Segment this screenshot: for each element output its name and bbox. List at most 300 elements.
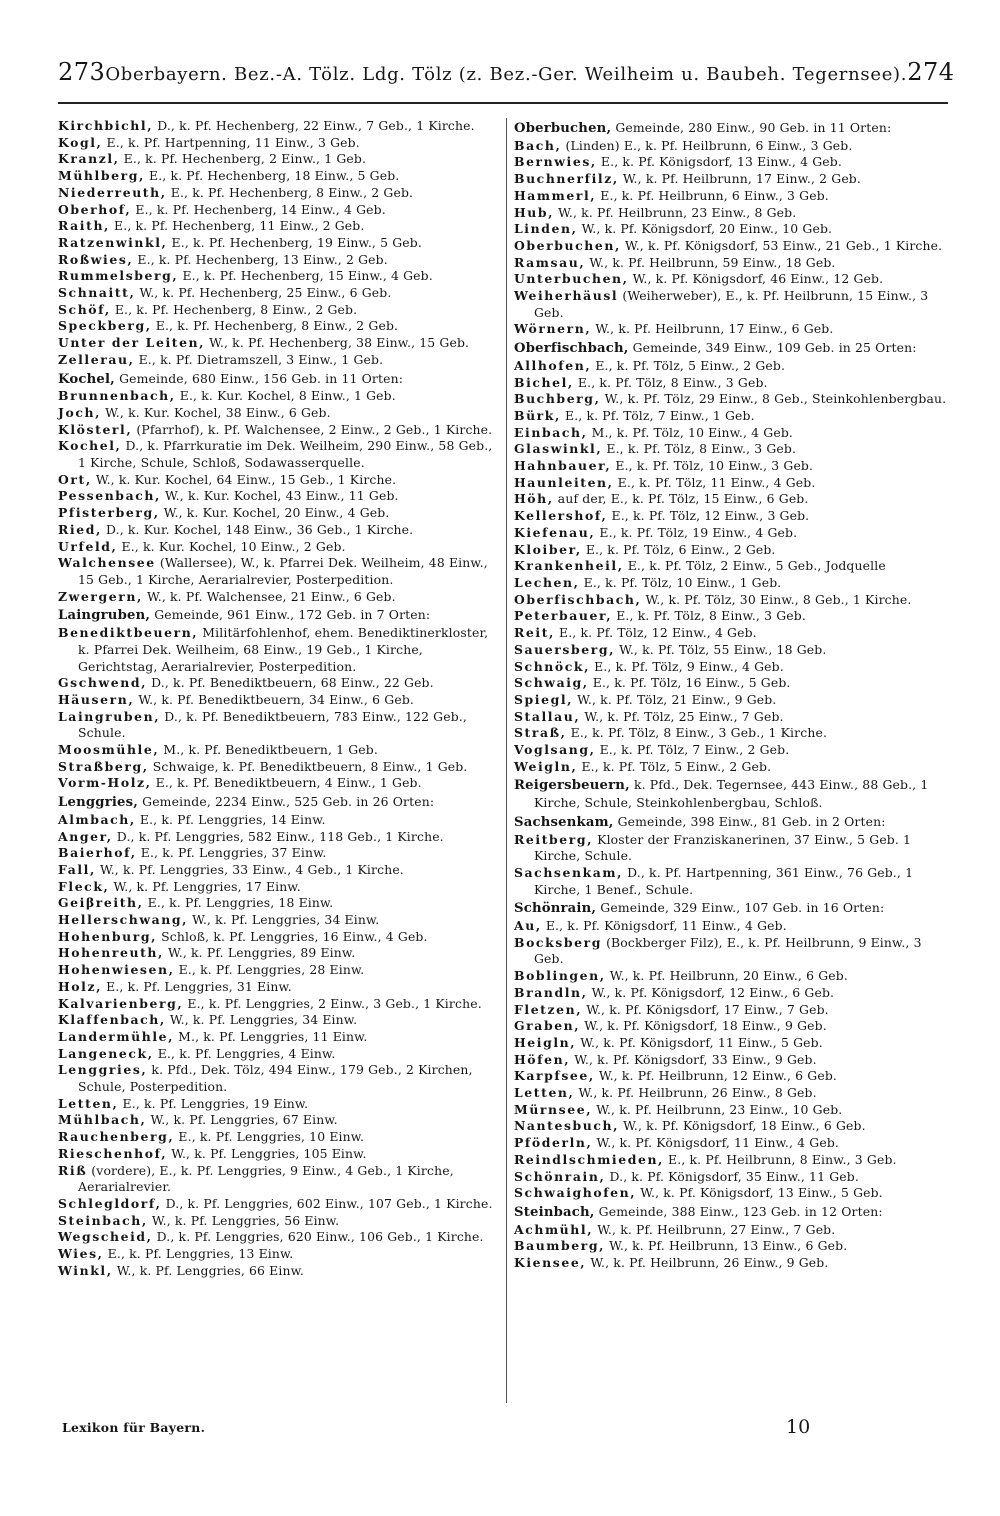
- place-name: Schnöck,: [514, 658, 591, 674]
- place-entry: [514, 1052, 951, 1069]
- municipality-name: Steinbach,: [514, 1205, 595, 1220]
- place-name: Rieschenhof,: [58, 1145, 168, 1161]
- entry-details: W., k. Pf. Königsdorf, 20 Einw., 10 Geb.: [577, 221, 833, 237]
- entry-details: D., k. Pf. Benediktbeuern, 783 Einw., 122 Geb., Schule.: [78, 708, 467, 741]
- place-entry: [58, 118, 498, 135]
- entry-details: E., k. Pf. Dietramszell, 3 Einw., 1 Geb.: [134, 351, 384, 367]
- place-name: Sachsenkam,: [514, 864, 624, 880]
- place-entry: [58, 692, 498, 709]
- place-name: Brunnenbach,: [58, 388, 176, 404]
- place-entry: [58, 775, 498, 792]
- entry-details: E., k. Pf. Hartpenning, 11 Einw., 3 Geb.: [102, 134, 360, 150]
- place-name: Mühlbach,: [58, 1112, 147, 1128]
- place-entry: [58, 268, 498, 285]
- entry-details: W., k. Pf. Lenggries, 56 Einw.: [147, 1212, 340, 1228]
- footer-signature: Lexikon für Bayern.: [62, 1420, 206, 1435]
- municipality-heading: [514, 120, 951, 138]
- entry-details: E., k. Pf. Tölz, 12 Einw., 3 Geb.: [607, 508, 810, 524]
- place-entry: [58, 168, 498, 185]
- place-entry: [58, 135, 498, 152]
- place-name: Anger,: [58, 828, 113, 844]
- entry-details: Gemeinde, 398 Einw., 81 Geb. in 2 Orten:: [613, 813, 886, 829]
- place-name: Urfeld,: [58, 538, 118, 554]
- municipality-name: Kochel,: [58, 371, 115, 387]
- entry-details: W., k. Pf. Königsdorf, 18 Einw., 6 Geb.: [619, 1118, 866, 1134]
- place-entry: [58, 202, 498, 219]
- place-name: Hahnbauer,: [514, 458, 612, 474]
- place-name: Heigln,: [514, 1034, 577, 1050]
- entry-details: M., k. Pf. Lenggries, 11 Einw.: [174, 1028, 368, 1044]
- place-entry: [58, 1163, 498, 1196]
- place-entry: [514, 441, 951, 458]
- place-name: Bocksberg: [514, 934, 602, 950]
- entry-details: W., k. Pf. Heilbrunn, 26 Einw., 8 Geb.: [574, 1085, 817, 1101]
- place-name: Kellershof,: [514, 508, 608, 524]
- entry-details: E., k. Pf. Tölz, 5 Einw., 2 Geb.: [591, 357, 786, 373]
- place-entry: [514, 542, 951, 559]
- place-entry: [58, 1046, 498, 1063]
- footer-sheet-number: 10: [786, 1416, 811, 1438]
- place-name: Spiegl,: [514, 691, 574, 707]
- entry-details: (Wallersee), W., k. Pfarrei Dek. Weilheim, 48 Einw., 15 Geb., 1 Kirche, Aerarialrevier, Posterpedition.: [78, 555, 488, 587]
- entry-details: E., k. Pf. Benediktbeuern, 4 Einw., 1 Geb.: [151, 775, 422, 791]
- place-name: Wies,: [58, 1246, 104, 1262]
- place-name: Baierhof,: [58, 845, 137, 861]
- place-name: Vorm-Holz,: [58, 775, 152, 791]
- place-entry: [58, 438, 498, 471]
- entry-details: W., k. Pf. Benediktbeuern, 34 Einw., 6 Geb.: [134, 691, 414, 707]
- place-name: Bach,: [514, 137, 562, 153]
- place-name: Geiβreith,: [58, 895, 144, 911]
- place-entry: [514, 935, 951, 968]
- entry-details: W., k. Pf. Königsdorf, 53 Einw., 21 Geb., 1 Kirche.: [620, 237, 943, 253]
- place-name: Schönrain,: [514, 1168, 606, 1184]
- place-entry: [514, 271, 951, 288]
- entry-details: W., k. Pf. Heilbrunn, 23 Einw., 8 Geb.: [554, 204, 797, 220]
- entry-details: Kloster der Franziskanerinen, 37 Einw., 5 Geb. 1 Kirche, Schule.: [534, 831, 912, 864]
- entry-details: Gemeinde, 680 Einw., 156 Geb. in 11 Orten:: [114, 370, 404, 386]
- place-name: Letten,: [514, 1085, 575, 1101]
- place-entry: [58, 302, 498, 319]
- place-entry: [514, 221, 951, 238]
- entry-details: E., k. Pf. Tölz, 9 Einw., 4 Geb.: [590, 658, 784, 674]
- entry-details: D., k. Pf. Lenggries, 582 Einw., 118 Geb., 1 Kirche.: [112, 828, 444, 844]
- place-entry: [58, 845, 498, 862]
- entry-details: E., k. Pf. Hechenberg, 8 Einw., 2 Geb.: [166, 184, 414, 200]
- place-entry: [58, 185, 498, 202]
- place-entry: [58, 352, 498, 369]
- entry-details: E., k. Pf. Hechenberg, 19 Einw., 5 Geb.: [167, 234, 422, 250]
- place-name: Ratzenwinkl,: [58, 234, 168, 250]
- entry-details: E., k. Pf. Hechenberg, 13 Einw., 2 Geb.: [133, 251, 388, 267]
- entry-details: Schloß, k. Pf. Lenggries, 16 Einw., 4 Geb.: [157, 928, 428, 944]
- place-name: Einbach,: [514, 424, 588, 440]
- place-name: Graben,: [514, 1018, 581, 1034]
- place-entry: [58, 675, 498, 692]
- place-entry: [514, 288, 951, 321]
- place-name: Mürnsee,: [514, 1101, 593, 1117]
- place-name: Ramsau,: [514, 254, 586, 270]
- place-entry: [58, 472, 498, 489]
- entry-details: E., k. Pf. Hechenberg, 2 Einw., 1 Geb.: [119, 151, 367, 167]
- running-title: Oberbayern. Bez.-A. Tölz. Ldg. Tölz (z. Bez.-Ger. Weilheim u. Baubeh. Tegernsee).: [105, 64, 908, 85]
- entry-details: W., k. Pf. Heilbrunn, 12 Einw., 6 Geb.: [594, 1068, 837, 1084]
- place-entry: [514, 358, 951, 375]
- place-entry: [514, 659, 951, 676]
- place-name: Glaswinkl,: [514, 441, 603, 457]
- place-entry: [58, 505, 498, 522]
- place-entry: [58, 539, 498, 556]
- place-entry: [58, 1196, 498, 1213]
- entry-details: W., k. Pf. Lenggries, 67 Einw.: [146, 1112, 338, 1128]
- entry-details: W., k. Pf. Heilbrunn, 23 Einw., 10 Geb.: [592, 1101, 843, 1117]
- place-entry: [58, 285, 498, 302]
- entry-details: E., k. Pf. Hechenberg, 11 Einw., 2 Geb.: [109, 218, 365, 234]
- place-name: Hellerschwang,: [58, 912, 189, 928]
- place-entry: [58, 862, 498, 879]
- municipality-heading: [58, 794, 498, 812]
- entry-details: W., k. Pf. Königsdorf, 11 Einw., 5 Geb.: [576, 1034, 823, 1050]
- entry-details: E., k. Pf. Lenggries, 18 Einw.: [143, 895, 334, 911]
- municipality-name: Laingruben,: [58, 608, 151, 624]
- place-entry: [58, 555, 498, 588]
- entry-details: W., k. Pf. Heilbrunn, 26 Einw., 9 Geb.: [586, 1255, 829, 1271]
- place-entry: [58, 945, 498, 962]
- place-name: Pessenbach,: [58, 488, 161, 504]
- place-name: Haunleiten,: [514, 474, 614, 490]
- entry-details: W., k. Pf. Tölz, 55 Einw., 18 Geb.: [615, 641, 827, 657]
- entry-details: D., k. Pf. Hechenberg, 22 Einw., 7 Geb., 1 Kirche.: [153, 118, 475, 133]
- entry-details: Gemeinde, 2234 Einw., 525 Geb. in 26 Orten:: [138, 794, 435, 810]
- place-entry: [514, 1035, 951, 1052]
- entry-details: W., k. Pf. Lenggries, 34 Einw.: [188, 912, 380, 928]
- place-name: Ort,: [58, 471, 92, 487]
- place-entry: [514, 865, 951, 898]
- place-entry: [514, 171, 951, 188]
- place-name: Schwaighofen,: [514, 1185, 637, 1201]
- place-name: Fletzen,: [514, 1001, 583, 1017]
- place-entry: [58, 1213, 498, 1230]
- place-name: Reit,: [514, 625, 555, 641]
- place-name: Oberbuchen,: [514, 237, 621, 253]
- place-entry: [514, 759, 951, 776]
- place-entry: [514, 154, 951, 171]
- place-name: Kranzl,: [58, 151, 120, 167]
- place-name: Brandln,: [514, 984, 588, 1000]
- place-entry: [514, 1102, 951, 1119]
- entry-details: W., k. Pf. Lenggries, 17 Einw.: [109, 878, 301, 894]
- place-name: Weigln,: [514, 758, 578, 774]
- entry-details: E., k. Pf. Hechenberg, 8 Einw., 2 Geb.: [151, 318, 399, 334]
- entry-details: E., k. Pf. Lenggries, 31 Einw.: [102, 978, 292, 994]
- place-name: Kochel,: [58, 438, 122, 454]
- place-entry: [514, 188, 951, 205]
- place-name: Kirchbichl,: [58, 118, 154, 133]
- municipality-name: Schönrain,: [514, 901, 597, 917]
- place-name: Lenggries,: [58, 1062, 148, 1078]
- place-entry: [514, 575, 951, 592]
- place-entry: [514, 1185, 951, 1202]
- place-name: Häusern,: [58, 691, 135, 707]
- entry-details: W., k. Pf. Königsdorf, 17 Einw., 7 Geb.: [582, 1001, 829, 1017]
- entry-details: E., k. Pf. Lenggries, 14 Einw.: [135, 811, 326, 827]
- place-name: Karpfsee,: [514, 1068, 595, 1084]
- place-name: Landermühle,: [58, 1028, 175, 1044]
- place-entry: [58, 1146, 498, 1163]
- entry-details: Militärfohlenhof, ehem. Benediktinerkloster, k. Pfarrei Dek. Weilheim, 68 Einw., 19 Geb., 1 Kirche, Gerichtstag, Aerarialrevier, Posterpedition.: [78, 625, 489, 674]
- place-entry: [514, 321, 951, 338]
- entry-details: W., k. Pf. Tölz, 21 Einw., 9 Geb.: [573, 691, 777, 707]
- entry-details: E., k. Pf. Heilbrunn, 8 Einw., 3 Geb.: [663, 1151, 897, 1167]
- entry-details: W., k. Pf. Heilbrunn, 17 Einw., 2 Geb.: [618, 171, 861, 187]
- place-entry: [514, 725, 951, 742]
- entry-details: W., k. Pf. Lenggries, 66 Einw.: [112, 1262, 304, 1278]
- entry-details: E., k. Kur. Kochel, 8 Einw., 1 Geb.: [175, 388, 396, 404]
- place-name: Sauersberg,: [514, 641, 616, 657]
- place-entry: [58, 979, 498, 996]
- header-rule: [58, 102, 948, 104]
- place-name: Almbach,: [58, 811, 136, 827]
- place-name: Unterbuchen,: [514, 271, 629, 287]
- place-name: Bernwies,: [514, 154, 597, 170]
- entry-details: W., k. Pf. Königsdorf, 13 Einw., 5 Geb.: [636, 1185, 883, 1201]
- entry-details: E., k. Pf. Tölz, 11 Einw., 4 Geb.: [613, 474, 816, 490]
- place-entry: [514, 1118, 951, 1135]
- place-entry: [58, 1012, 498, 1029]
- place-entry: [58, 1263, 498, 1280]
- place-entry: [58, 1062, 498, 1095]
- place-name: Kloiber,: [514, 541, 582, 557]
- entry-details: E., k. Pf. Lenggries, 28 Einw.: [174, 962, 365, 978]
- place-name: Joch,: [58, 404, 101, 420]
- place-name: Hohenburg,: [58, 928, 158, 944]
- place-entry: [514, 508, 951, 525]
- entry-details: E., k. Pf. Tölz, 7 Einw., 2 Geb.: [595, 742, 790, 758]
- place-name: Laingruben,: [58, 708, 161, 724]
- entry-details: D., k. Pf. Lenggries, 602 Einw., 107 Geb., 1 Kirche.: [161, 1196, 493, 1211]
- entry-details: D., k. Kur. Kochel, 148 Einw., 36 Geb., 1 Kirche.: [101, 521, 414, 537]
- entry-details: (Linden) E., k. Pf. Heilbrunn, 6 Einw., 3 Geb.: [561, 137, 853, 153]
- place-name: Schnaitt,: [58, 285, 136, 301]
- place-entry: [58, 1229, 498, 1246]
- entry-details: E., k. Pf. Königsdorf, 11 Einw., 4 Geb.: [541, 918, 787, 934]
- municipality-heading: [514, 777, 951, 811]
- place-entry: [514, 1085, 951, 1102]
- place-name: Pföderln,: [514, 1135, 593, 1151]
- entry-details: D., k. Pfarrkuratie im Dek. Weilheim, 290 Einw., 58 Geb., 1 Kirche, Schule, Schloß, Sodawasserquelle.: [78, 438, 493, 471]
- place-entry: [58, 1029, 498, 1046]
- place-entry: [514, 491, 951, 508]
- entry-details: W., k. Pf. Lenggries, 105 Einw.: [167, 1145, 367, 1161]
- place-entry: [58, 962, 498, 979]
- entry-details: Schwaige, k. Pf. Benediktbeuern, 8 Einw., 1 Geb.: [148, 758, 468, 774]
- entry-details: Gemeinde, 961 Einw., 172 Geb. in 7 Orten:: [150, 607, 431, 623]
- place-entry: [514, 968, 951, 985]
- place-entry: [514, 425, 951, 442]
- entry-details: E., k. Pf. Hechenberg, 15 Einw., 4 Geb.: [178, 268, 433, 284]
- place-entry: [58, 488, 498, 505]
- place-name: Nantesbuch,: [514, 1118, 620, 1134]
- entry-details: E., k. Pf. Tölz, 8 Einw., 3 Geb., 1 Kirche.: [566, 725, 828, 741]
- entry-details: E., k. Pf. Lenggries, 13 Einw.: [103, 1246, 294, 1262]
- column-divider: [506, 118, 507, 1403]
- place-entry: [58, 912, 498, 929]
- place-entry: [58, 335, 498, 352]
- place-name: Winkl,: [58, 1262, 113, 1278]
- place-name: Raith,: [58, 218, 110, 234]
- place-entry: [58, 1112, 498, 1129]
- place-name: Steinbach,: [58, 1212, 148, 1228]
- entry-details: auf der, E., k. Pf. Tölz, 15 Einw., 6 Geb.: [553, 491, 809, 507]
- entry-details: E., k. Pf. Königsdorf, 13 Einw., 4 Geb.: [596, 154, 842, 170]
- entry-details: W., k. Pf. Heilbrunn, 17 Einw., 6 Geb.: [591, 321, 834, 337]
- place-entry: [58, 388, 498, 405]
- place-entry: [514, 985, 951, 1002]
- place-name: Fleck,: [58, 878, 110, 894]
- entry-details: E., k. Pf. Lenggries, 4 Einw.: [153, 1045, 336, 1061]
- entry-details: W., k. Kur. Kochel, 38 Einw., 6 Geb.: [101, 404, 331, 420]
- entry-details: E., k. Pf. Tölz, 8 Einw., 3 Geb.: [573, 374, 768, 390]
- entry-details: E., k. Pf. Lenggries, 10 Einw.: [174, 1129, 365, 1145]
- entry-details: W., k. Kur. Kochel, 43 Einw., 11 Geb.: [160, 488, 399, 504]
- place-name: Schlegldorf,: [58, 1196, 162, 1211]
- entry-details: D., k. Pf. Lenggries, 620 Einw., 106 Geb., 1 Kirche.: [152, 1229, 484, 1245]
- left-column: [58, 118, 498, 1280]
- place-name: Wörnern,: [514, 321, 592, 337]
- place-entry: [514, 692, 951, 709]
- place-entry: [514, 255, 951, 272]
- place-entry: [58, 1096, 498, 1113]
- place-name: Kogl,: [58, 134, 103, 150]
- place-name: Weiherhäusl: [514, 288, 619, 304]
- place-name: Rauchenberg,: [58, 1129, 175, 1145]
- place-entry: [514, 1152, 951, 1169]
- entry-details: W., k. Pf. Königsdorf, 18 Einw., 9 Geb.: [580, 1018, 827, 1034]
- entry-details: E., k. Pf. Tölz, 8 Einw., 3 Geb.: [612, 608, 806, 624]
- place-entry: [58, 318, 498, 335]
- place-entry: [514, 458, 951, 475]
- entry-details: Gemeinde, 388 Einw., 123 Geb. in 12 Orten:: [594, 1204, 883, 1219]
- municipality-heading: [514, 340, 951, 358]
- place-name: Mühlberg,: [58, 168, 145, 184]
- place-name: Klösterl,: [58, 421, 133, 437]
- place-entry: [58, 522, 498, 539]
- place-entry: [58, 895, 498, 912]
- place-entry: [514, 642, 951, 659]
- entry-details: E., k. Pf. Tölz, 10 Einw., 1 Geb.: [579, 574, 782, 590]
- entry-details: W., k. Pf. Heilbrunn, 13 Einw., 6 Geb.: [605, 1238, 848, 1254]
- entry-details: W., k. Pf. Königsdorf, 11 Einw., 4 Geb.: [592, 1135, 840, 1151]
- right-column: [514, 118, 951, 1272]
- place-entry: [58, 1246, 498, 1263]
- entry-details: W., k. Pf. Lenggries, 33 Einw., 4 Geb., 1 Kirche.: [95, 861, 404, 877]
- place-entry: [514, 475, 951, 492]
- entry-details: (vordere), E., k. Pf. Lenggries, 9 Einw., 4 Geb., 1 Kirche, Aerarialrevier.: [78, 1162, 454, 1195]
- place-name: Voglsang,: [514, 742, 596, 758]
- place-name: Krankenheil,: [514, 558, 624, 574]
- municipality-name: Reigersbeuern,: [514, 778, 630, 794]
- place-entry: [58, 218, 498, 235]
- place-entry: [514, 592, 951, 609]
- entry-details: Gemeinde, 329 Einw., 107 Geb. in 16 Orten:: [596, 900, 885, 916]
- place-entry: [514, 391, 951, 408]
- place-name: Höfen,: [514, 1051, 571, 1067]
- place-entry: [514, 675, 951, 692]
- place-name: Bichel,: [514, 374, 574, 390]
- place-entry: [58, 929, 498, 946]
- place-entry: [58, 1129, 498, 1146]
- place-name: Zellerau,: [58, 351, 135, 367]
- page-header: [58, 58, 955, 96]
- place-name: Oberfischbach,: [514, 591, 642, 607]
- place-name: Au,: [514, 918, 542, 934]
- place-entry: [58, 709, 498, 742]
- municipality-name: Sachsenkam,: [514, 814, 614, 830]
- place-name: Kiensee,: [514, 1255, 587, 1271]
- entry-details: M., k. Pf. Benediktbeuern, 1 Geb.: [159, 742, 378, 758]
- place-name: Unter der Leiten,: [58, 335, 206, 351]
- place-name: Achmühl,: [514, 1221, 594, 1237]
- entry-details: E., k. Pf. Tölz, 2 Einw., 5 Geb., Jodquelle: [623, 558, 886, 574]
- place-entry: [58, 879, 498, 896]
- entry-details: E., k. Pf. Tölz, 10 Einw., 3 Geb.: [611, 458, 814, 474]
- place-entry: [514, 742, 951, 759]
- municipality-heading: [514, 814, 951, 832]
- place-name: Stallau,: [514, 708, 581, 724]
- municipality-heading: [514, 900, 951, 918]
- place-entry: [58, 829, 498, 846]
- entry-details: E., k. Pf. Lenggries, 2 Einw., 3 Geb., 1 Kirche.: [183, 995, 482, 1011]
- place-entry: [514, 238, 951, 255]
- entry-details: W., k. Pf. Lenggries, 89 Einw.: [163, 945, 356, 961]
- entry-details: E., k. Pf. Tölz, 16 Einw., 5 Geb.: [588, 675, 791, 691]
- entry-details: W., k. Pf. Hechenberg, 25 Einw., 6 Geb.: [135, 285, 392, 301]
- entry-details: E., k. Pf. Hechenberg, 14 Einw., 4 Geb.: [131, 201, 386, 217]
- place-entry: [514, 608, 951, 625]
- place-entry: [58, 625, 498, 675]
- place-entry: [514, 375, 951, 392]
- place-name: Riß: [58, 1162, 88, 1178]
- place-entry: [514, 1222, 951, 1239]
- place-entry: [514, 1018, 951, 1035]
- place-name: Rummelsberg,: [58, 268, 179, 284]
- place-name: Lechen,: [514, 574, 580, 590]
- entry-details: D., k. Pf. Hartpenning, 361 Einw., 76 Geb., 1 Kirche, 1 Benef., Schule.: [534, 864, 914, 897]
- place-name: Bürk,: [514, 407, 561, 423]
- place-entry: [514, 525, 951, 542]
- place-name: Kalvarienberg,: [58, 995, 184, 1011]
- place-name: Baumberg,: [514, 1238, 606, 1254]
- place-name: Speckberg,: [58, 318, 152, 334]
- municipality-name: Lenggries,: [58, 795, 139, 811]
- place-entry: [514, 1068, 951, 1085]
- place-name: Niederreuth,: [58, 184, 167, 200]
- place-entry: [514, 408, 951, 425]
- place-entry: [514, 205, 951, 222]
- entry-details: W., k. Pf. Tölz, 29 Einw., 8 Geb., Steinkohlenbergbau.: [600, 391, 947, 407]
- entry-details: Gemeinde, 349 Einw., 109 Geb. in 25 Orten:: [628, 340, 917, 356]
- place-entry: [514, 832, 951, 865]
- place-name: Kiefenau,: [514, 524, 596, 540]
- place-name: Roßwies,: [58, 251, 134, 267]
- place-entry: [58, 759, 498, 776]
- entry-details: (Weiherweber), E., k. Pf. Heilbrunn, 15 Einw., 3 Geb.: [534, 288, 929, 320]
- place-name: Fall,: [58, 861, 96, 877]
- place-name: Buchnerfilz,: [514, 171, 619, 187]
- place-name: Boblingen,: [514, 968, 606, 984]
- entry-details: (Bockberger Filz), E., k. Pf. Heilbrunn, 9 Einw., 3 Geb.: [534, 934, 922, 967]
- place-entry: [58, 235, 498, 252]
